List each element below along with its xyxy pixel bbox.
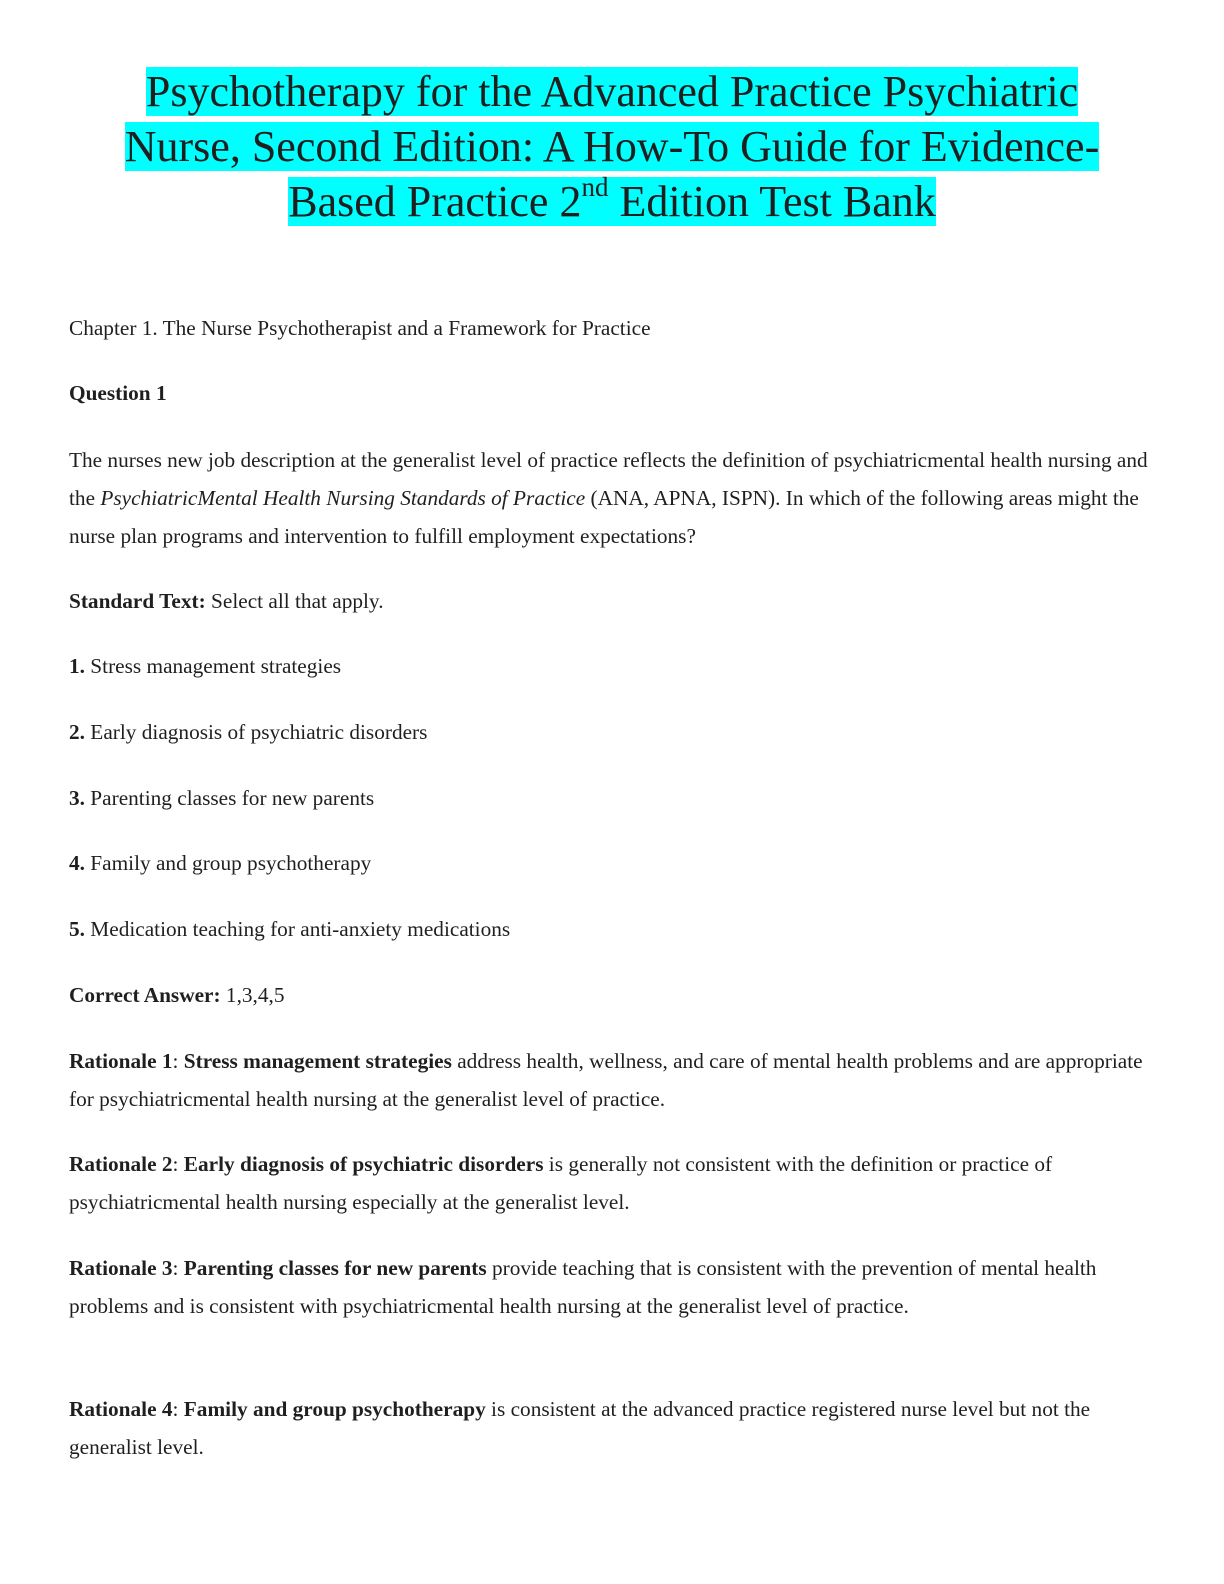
option-text: Parenting classes for new parents [84, 786, 375, 810]
chapter-heading: Chapter 1. The Nurse Psychotherapist and a Framework for Practice [69, 316, 651, 340]
rationale-separator: : [172, 1256, 184, 1280]
rationale-text: is generally not consistent with the definition or practice of psychiatricmental health nursing especially at the generalist level. [69, 1152, 1053, 1214]
question-stem [69, 441, 1154, 555]
option-number: 3. [69, 786, 85, 810]
option-text: Family and group psychotherapy [84, 851, 372, 875]
question-number: Question 1 [69, 381, 167, 405]
rationale-label: Rationale 4 [69, 1397, 173, 1421]
rationale-item [69, 1042, 1154, 1118]
option-text: Medication teaching for anti-anxiety medications [84, 917, 511, 941]
title-line-3-text: Based Practice 2 [288, 177, 582, 226]
question-heading [69, 374, 1154, 412]
stem-standards-title: PsychiatricMental Health Nursing Standards of Practice [100, 486, 586, 510]
option-item [69, 713, 1154, 751]
correct-answer-value: 1,3,4,5 [220, 983, 285, 1007]
option-text: Stress management strategies [84, 654, 342, 678]
rationale-text: address health, wellness, and care of mental health problems and are appropriate for psychiatricmental health nursing at the generalist level of practice. [69, 1049, 1143, 1111]
rationale-item [69, 1390, 1154, 1466]
option-item [69, 647, 1154, 685]
rationale-item [69, 1249, 1154, 1325]
option-text: Early diagnosis of psychiatric disorders [84, 720, 428, 744]
title-line-3-end: Edition Test Bank [608, 177, 936, 226]
rationale-topic: Early diagnosis of psychiatric disorders [183, 1152, 544, 1176]
rationale-text: is consistent at the advanced practice registered nurse level but not the generalist level. [69, 1397, 1091, 1459]
title-line-1: Psychotherapy for the Advanced Practice Psychiatric [145, 67, 1079, 116]
option-item [69, 910, 1154, 948]
rationale-label: Rationale 2 [69, 1152, 173, 1176]
standard-text [69, 582, 1154, 620]
option-number: 2. [69, 720, 85, 744]
option-number: 5. [69, 917, 85, 941]
title-line-3 [288, 172, 936, 226]
rationale-item [69, 1145, 1154, 1221]
rationale-topic: Parenting classes for new parents [183, 1256, 487, 1280]
rationale-separator: : [172, 1397, 184, 1421]
document-title [60, 64, 1164, 229]
rationale-topic: Family and group psychotherapy [183, 1397, 486, 1421]
title-line-2: Nurse, Second Edition: A How-To Guide for Evidence- [124, 122, 1100, 171]
option-item [69, 844, 1154, 882]
rationale-separator: : [172, 1049, 184, 1073]
standard-text-value: Select all that apply. [205, 589, 384, 613]
correct-answer-label: Correct Answer: [69, 983, 221, 1007]
rationale-topic: Stress management strategies [183, 1049, 452, 1073]
option-item [69, 779, 1154, 817]
standard-text-label: Standard Text: [69, 589, 206, 613]
stem-text-b: (ANA, APNA, ISPN). In which of the following areas might the nurse plan programs and intervention to fulfill employment expectations? [69, 486, 1139, 548]
rationale-label: Rationale 3 [69, 1256, 173, 1280]
rationale-label: Rationale 1 [69, 1049, 173, 1073]
correct-answer [69, 976, 1154, 1014]
option-number: 4. [69, 851, 85, 875]
rationale-separator: : [172, 1152, 184, 1176]
rationale-text: provide teaching that is consistent with the prevention of mental health problems and is consistent with psychiatricmental health nursing at the generalist level of practice. [69, 1256, 1097, 1318]
option-number: 1. [69, 654, 85, 678]
stem-text-a: The nurses new job description at the generalist level of practice reflects the definition of psychiatricmental health nursing and the [69, 448, 1148, 510]
title-ordinal-suffix: nd [581, 172, 609, 203]
